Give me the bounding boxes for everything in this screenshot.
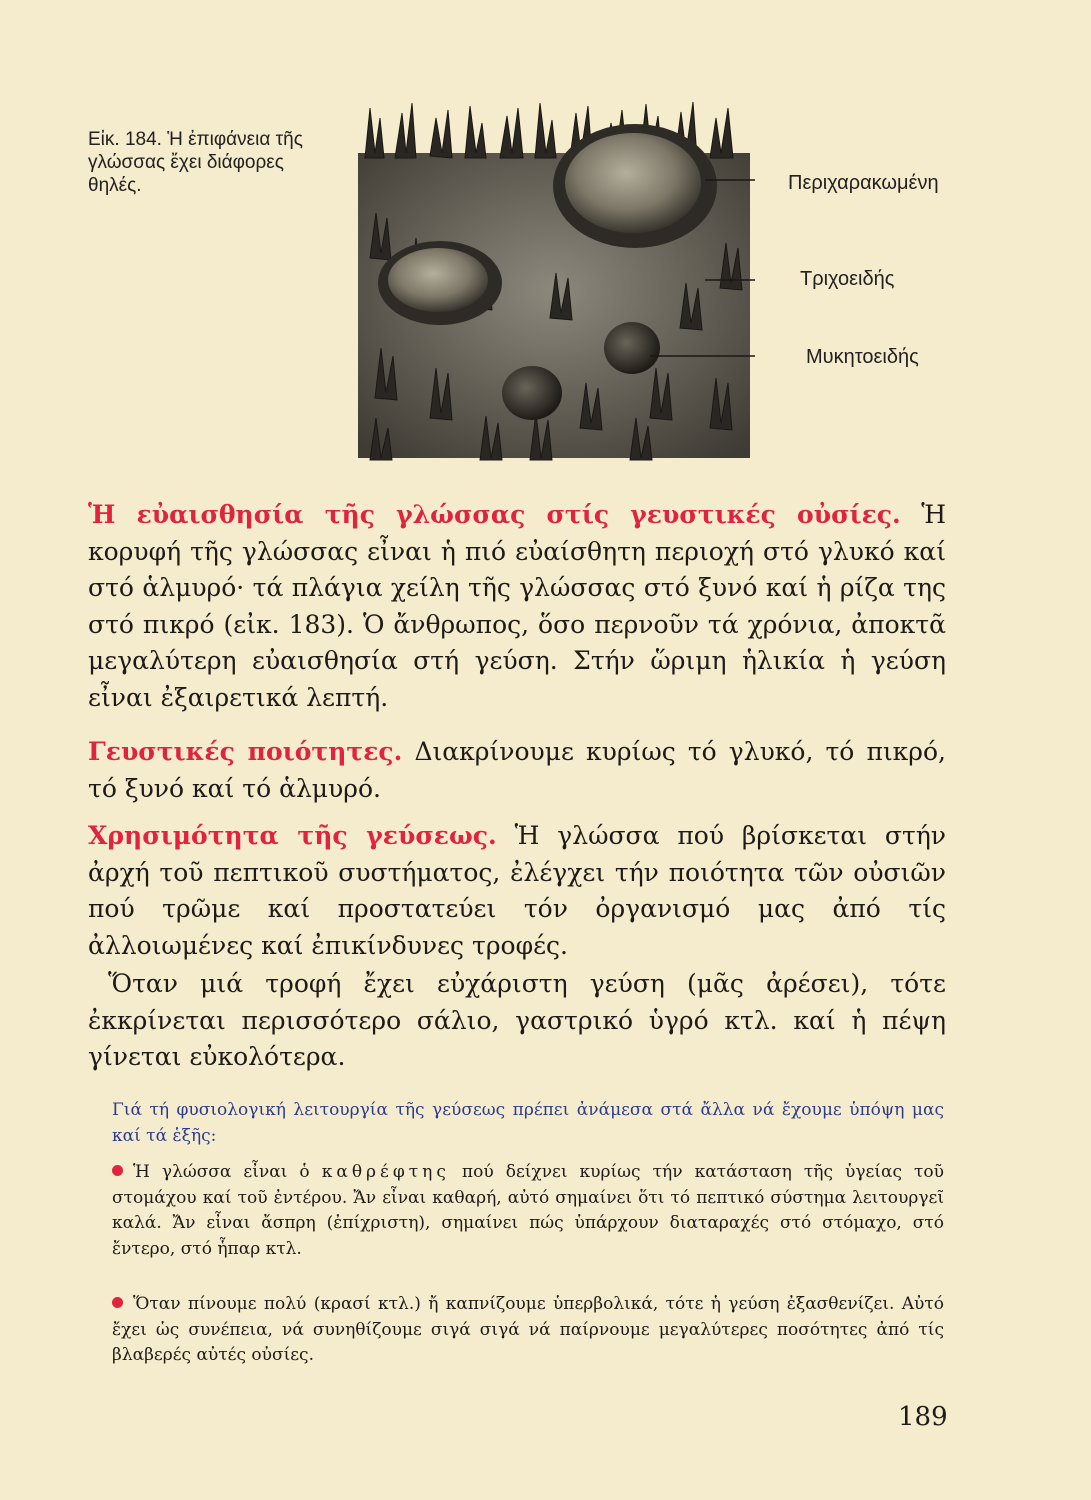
section-heading-sensitivity: Ἡ εὐαισθησία τῆς γλώσσας στίς γευστικές οὐσίες. (88, 500, 901, 529)
section-text-taste-qualities: Διακρίνουμε κυρίως τό γλυκό, τό πικρό, τό ξυνό καί τό ἁλμυρό. (88, 737, 946, 803)
label-circumvallate: Περιχαρακωμένη (788, 172, 939, 194)
bullet-dot-icon (112, 1165, 123, 1176)
section-text-usefulness: Ἡ γλώσσα πού βρίσκεται στήν ἀρχή τοῦ πεπτικοῦ συστήματος, ἐλέγχει τήν ποιότητα τῶν οὐσιῶν πού τρῶμε καί προστατεύει τόν ὀργανισμό μας ἀπό τίς ἀλλοιωμένες καί ἐπικίνδυνες τροφές. (88, 821, 947, 960)
section-sensitivity (88, 497, 946, 716)
bullet1-spaced-word: καθρέφτης (321, 1162, 450, 1182)
section-heading-taste-qualities: Γευστικές ποιότητες. (88, 737, 403, 766)
paragraph-pleasant-taste: Ὅταν μιά τροφή ἔχει εὐχάριστη γεύση (μᾶς ἀρέσει), τότε ἐκκρίνεται περισσότερο σάλιο, γαστρικό ὑγρό κτλ. καί ἡ πέψη γίνεται εὐκολότερα. (88, 969, 946, 1071)
bullet1-after: πού δείχνει κυρίως τήν κατάσταση τῆς ὑγείας τοῦ στομάχου καί τοῦ ἐντέρου. Ἄν εἶναι καθαρή, αὐτό σημαίνει ὅτι τό πεπτικό σύστημα λειτουργεῖ καλά. Ἄν εἶναι ἄσπρη (ἐπίχριστη), σημαίνει πώς ὑπάρχουν διαταραχές στό στόμαχο, στό ἔντερο, στό ἧπαρ κτλ. (112, 1162, 945, 1259)
bullet-dot-icon (112, 1297, 123, 1308)
note-bullet-smoking (112, 1292, 944, 1369)
section-heading-usefulness: Χρησιμότητα τῆς γεύσεως. (88, 821, 497, 850)
section-taste-qualities (88, 734, 946, 807)
bullet1-before: Ἡ γλώσσα εἶναι ὁ (133, 1162, 310, 1182)
section-text-sensitivity: Ἡ κορυφή τῆς γλώσσας εἶναι ἡ πιό εὐαίσθητη περιοχή στό γλυκό καί στό ἁλμυρό· τά πλάγια χείλη τῆς γλώσσας στό ξυνό καί ἡ ρίζα της στό πικρό (εἰκ. 183). Ὁ ἄνθρωπος, ὅσο περνοῦν τά χρόνια, ἀποκτᾶ μεγαλύτερη εὐαισθησία στή γεύση. Στήν ὥριμη ἡλικία ἡ γεύση εἶναι ἐξαιρετικά λεπτή. (88, 500, 946, 712)
note-intro-text: Γιά τή φυσιολογική λειτουργία τῆς γεύσεως πρέπει ἀνάμεσα στά ἄλλα νά ἔχουμε ὑπόψη μας καί τά ἑξῆς: (112, 1100, 944, 1146)
section-usefulness (88, 818, 946, 964)
label-fungiform: Μυκητοειδής (806, 346, 919, 368)
bullet2-text: Ὅταν πίνουμε πολύ (κρασί κτλ.) ἤ καπνίζουμε ὑπερβολικά, τότε ἡ γεύση ἐξασθενίζει. Αὐτό ἔχει ὡς συνέπεια, νά συνηθίζουμε σιγά σιγά νά παίρνουμε μεγαλύτερες ποσότητες ἀπό τίς βλαβερές αὐτές οὐσίες. (112, 1294, 944, 1365)
page-number: 189 (898, 1402, 948, 1432)
label-filiform: Τριχοειδής (800, 268, 895, 290)
note-intro (112, 1098, 944, 1149)
figure-caption: Εἰκ. 184. Ἡ ἐπιφάνεια τῆς γλώσσας ἔχει διάφορες θηλές. (88, 129, 303, 196)
tongue-papillae-illustration (350, 98, 755, 466)
note-bullet-mirror (112, 1160, 944, 1262)
